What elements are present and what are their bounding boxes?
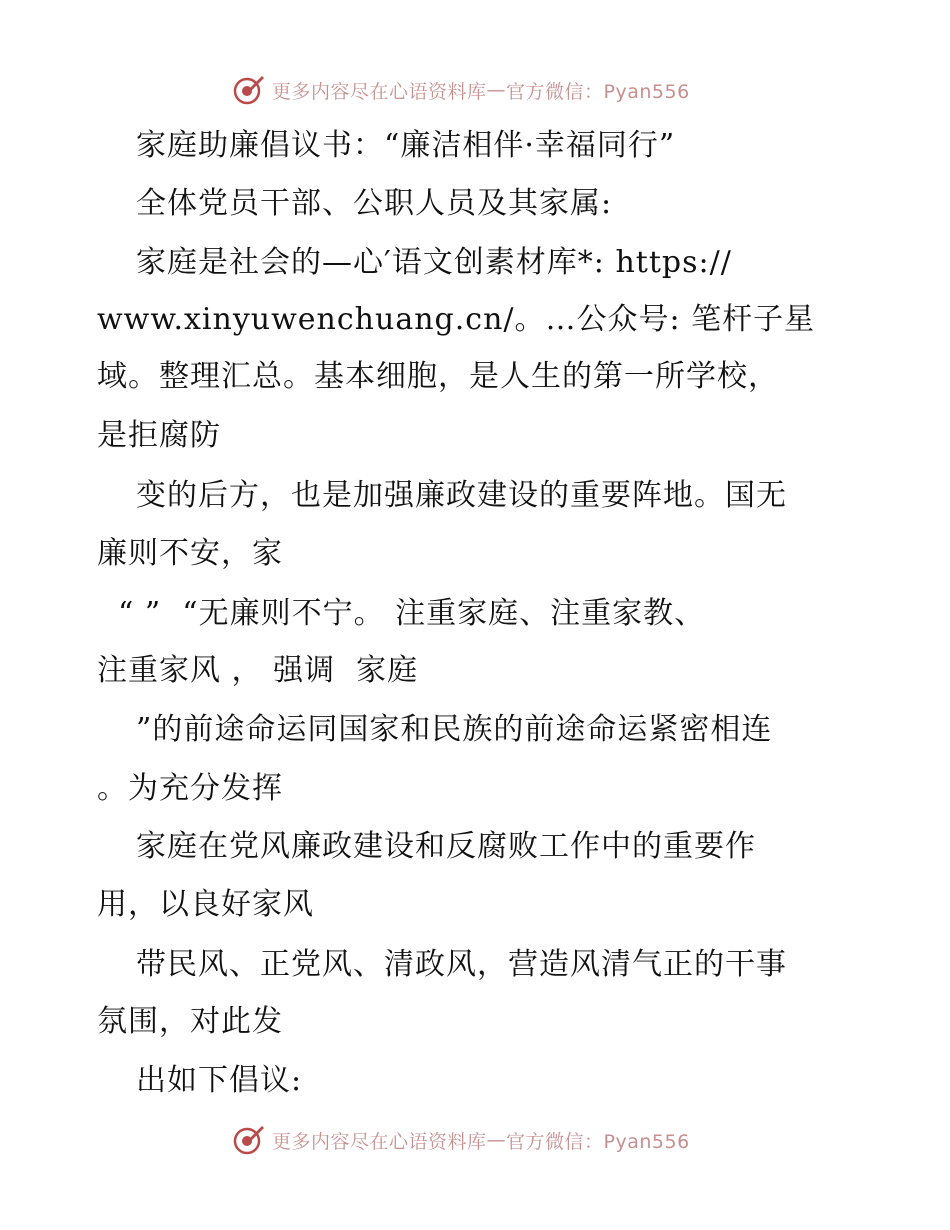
header-site-text: 更多内容尽在心语资料库	[272, 80, 487, 103]
footer-watermark	[232, 1122, 690, 1158]
paragraph-line: 注重家风 ， 强调 家庭	[97, 653, 419, 688]
header-separator: —	[486, 79, 507, 101]
quill-logo-icon	[232, 1123, 266, 1157]
footer-site-text: 更多内容尽在心语资料库	[272, 1130, 487, 1153]
paragraph-line: ”的前途命运同国家和民族的前途命运紧密相连	[136, 712, 773, 747]
paragraph-line: 家庭是社会的—心′语文创素材库*: https://	[136, 245, 732, 280]
paragraph-line: 域。整理汇总。基本细胞，是人生的第一所学校，	[97, 359, 779, 394]
footer-separator: —	[486, 1129, 507, 1151]
paragraph-line: 家庭在党风廉政建设和反腐败工作中的重要作	[136, 829, 756, 864]
header-wechat-text: 官方微信：Pyan556	[506, 80, 690, 103]
paragraph-line: 出如下倡议:	[136, 1063, 303, 1098]
paragraph-line: 。为充分发挥	[97, 771, 283, 806]
header-watermark	[232, 72, 690, 108]
paragraph-line: “ ” “无廉则不宁。 注重家庭、注重家教、	[118, 596, 706, 631]
paragraph-line: 氛围，对此发	[97, 1004, 283, 1039]
paragraph-line: www.xinyuwenchuang.cn/。…公众号: 笔杆子星	[97, 302, 816, 337]
footer-wechat-text: 官方微信：Pyan556	[506, 1130, 690, 1153]
doc-title: 家庭助廉倡议书：“廉洁相伴·幸福同行”	[136, 128, 676, 163]
paragraph-line: 廉则不安，家	[97, 536, 283, 571]
paragraph-line: 变的后方，也是加强廉政建设的重要阵地。国无	[136, 478, 787, 513]
quill-logo-icon	[232, 73, 266, 107]
paragraph-line: 是拒腐防	[97, 418, 221, 453]
paragraph-line: 用，以良好家风	[97, 887, 314, 922]
salutation: 全体党员干部、公职人员及其家属:	[136, 186, 613, 221]
paragraph-line: 带民风、正党风、清政风，营造风清气正的干事	[136, 947, 787, 982]
